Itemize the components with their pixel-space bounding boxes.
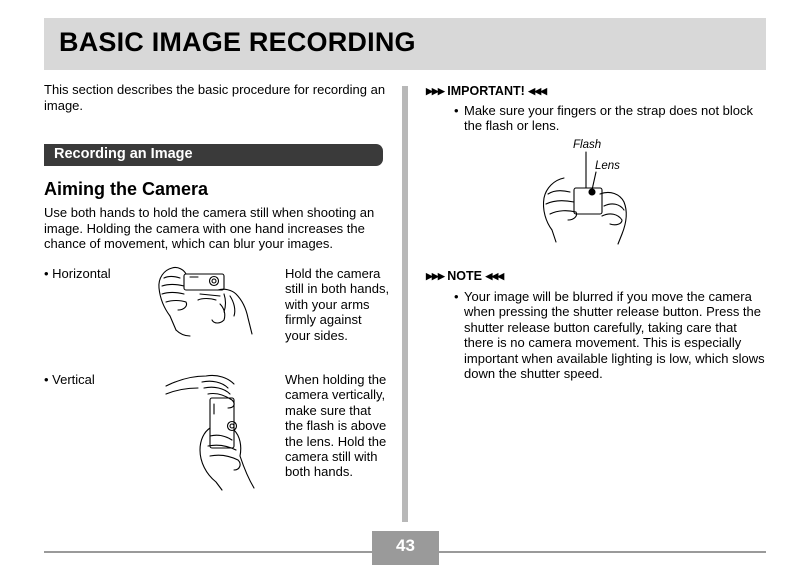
left-arrows-icon: ◀◀◀ [528,86,547,96]
right-arrows-icon: ▶▶▶ [426,86,444,96]
section-title: Recording an Image [54,146,193,162]
important-bullet-text: Make sure your fingers or the strap does not block the flash or lens. [464,103,754,134]
lens-label: Lens [595,160,620,172]
note-heading [426,269,503,283]
vertical-hold-illustration [162,370,274,492]
column-divider [402,86,408,522]
left-arrows-icon: ◀◀◀ [485,271,504,281]
note-bullet-text: Your image will be blurred if you move the camera when pressing the shutter release button. Press the shutter release button carefully, taking care that there is no camera movement. This is especially important when available lighting is low, which slows down the shutter speed. [464,289,765,382]
important-heading [426,84,546,98]
finger-placement-illustration [538,150,634,246]
horizontal-label: • Horizontal [44,266,111,281]
bullet-dot: • [454,103,459,118]
page-number: 43 [396,536,415,555]
vertical-description: When holding the camera vertically, make sure that the flash is above the lens. Hold the camera still with both hands. [285,372,387,480]
note-title: NOTE [447,269,482,283]
vertical-label: • Vertical [44,372,95,387]
page-number-box [372,531,439,565]
intro-text: This section describes the basic procedure for recording an image. [44,82,386,113]
section-title-bar [44,144,383,166]
horizontal-description: Hold the camera still in both hands, with your arms firmly against your sides. [285,266,390,343]
flash-label: Flash [573,139,602,151]
aiming-body: Use both hands to hold the camera still when shooting an image. Holding the camera with one hand increases the chance of movement, which can blur your images. [44,205,375,251]
bullet-dot: • [454,289,459,304]
important-title: IMPORTANT! [447,84,525,98]
page-title: BASIC IMAGE RECORDING [59,27,416,57]
horizontal-hold-illustration [154,264,266,340]
aiming-heading: Aiming the Camera [44,179,209,199]
page-header [44,18,766,70]
right-arrows-icon: ▶▶▶ [426,271,444,281]
important-bullet [454,103,764,137]
note-bullet [454,289,766,383]
